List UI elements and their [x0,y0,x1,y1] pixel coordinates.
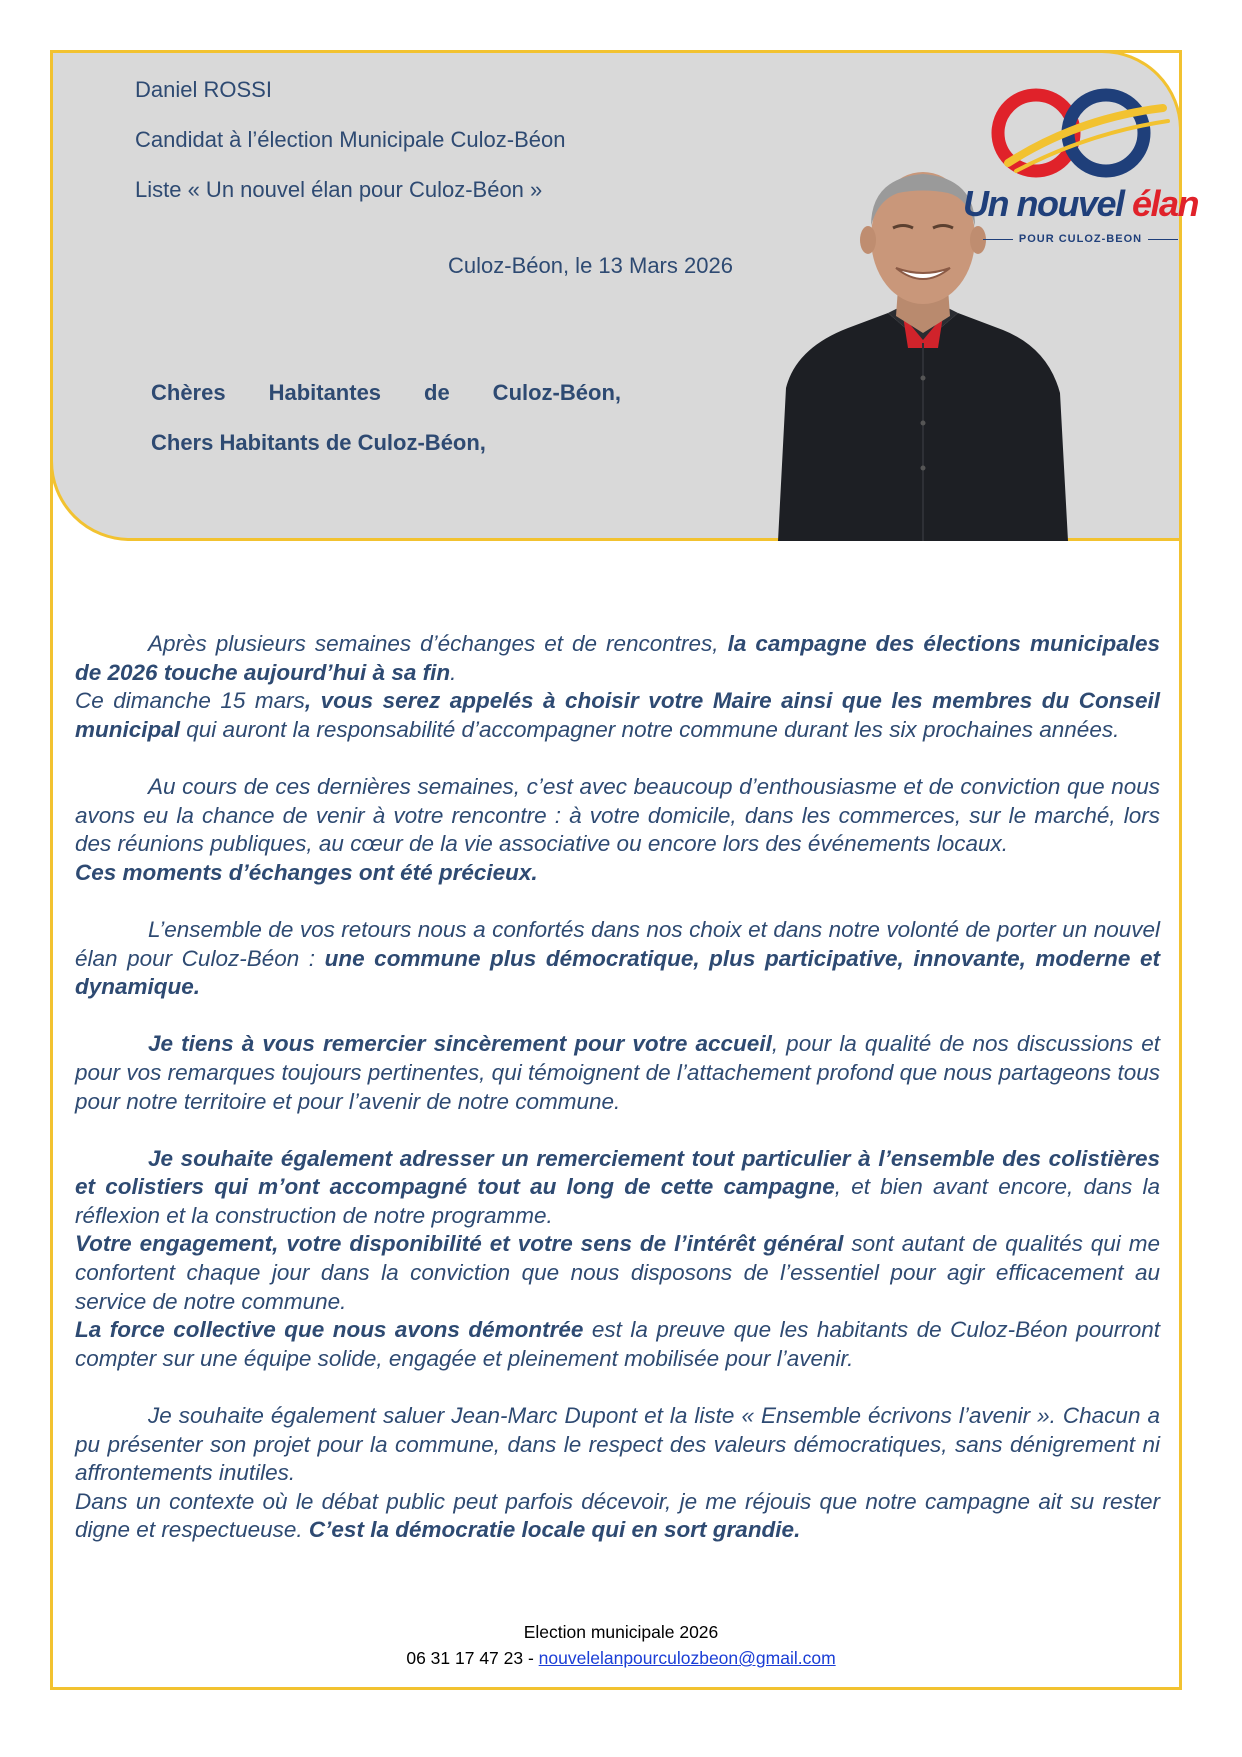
paragraph-4: Ces moments d’échanges ont été précieux. [75,859,538,885]
greeting-line-2: Chers Habitants de Culoz-Béon, [151,430,486,455]
sender-role: Candidat à l’élection Municipale Culoz-Béon [135,127,566,152]
sender-name: Daniel ROSSI [135,77,272,102]
letter-header [50,50,1199,541]
greeting-line-1: Chères Habitantes de Culoz-Béon, [151,380,621,405]
footer-title: Election municipale 2026 [523,1622,719,1642]
email-link[interactable]: nouvelelanpourculozbeon@gmail.com [538,1648,836,1668]
letter-body [75,630,1160,1545]
paragraph-9: La force collective que nous avons démontrée est la preuve que les habitants de Culoz-Béon pourront compter sur une équipe solide, engagée et pleinement mobilisée pour l’avenir. [75,1317,1160,1371]
paragraph-6: Je tiens à vous remercier sincèrement pour votre accueil, pour la qualité de nos discussions et pour vos remarques toujours pertinentes, qui témoignent de l’attachement profond que nous partageons tous pour notre territoire et pour l’avenir de notre commune. [75,1031,1160,1114]
rings-logo-icon [958,83,1203,183]
campaign-logo [958,83,1203,273]
paragraph-8: Votre engagement, votre disponibilité et votre sens de l’intérêt général sont autant de qualités qui me confortent chaque jour dans la conviction que nous disposons de l’essentiel pour agir efficacement au service de notre commune. [75,1231,1161,1314]
paragraph-1: Après plusieurs semaines d’échanges et de rencontres, la campagne des élections municipales de 2026 touche aujourd’hui à sa fin. [75,631,1160,685]
logo-wordmark: Un nouvel élan [962,183,1199,224]
logo-subtitle: POUR CULOZ-BEON [958,233,1203,245]
paragraph-7: Je souhaite également adresser un remerciement tout particulier à l’ensemble des colistières et colistiers qui m’ont accompagné tout au long de cette campagne, et bien avant encore, dans la réflexion et la construction de notre programme. [75,1145,1160,1228]
paragraph-3: Au cours de ces dernières semaines, c’est avec beaucoup d’enthousiasme et de conviction que nous avons eu la chance de venir à votre rencontre : à votre domicile, dans les commerces, sur le marché, lors des réunions publiques, au cœur de la vie associative ou encore lors des événements locaux. [75,773,1160,857]
paragraph-2: Ce dimanche 15 mars, vous serez appelés à choisir votre Maire ainsi que les membres du Conseil municipal qui auront la responsabilité d’accompagner notre commune durant les six prochaines années. [75,688,1161,742]
footer-phone: 06 31 17 47 23 - [406,1648,539,1668]
paragraph-5: L’ensemble de vos retours nous a confortés dans nos choix et dans notre volonté de porter un nouvel élan pour Culoz-Béon : une commune plus démocratique, plus participative, innovante, moderne et dynamique. [75,916,1160,1000]
letter-date: Culoz-Béon, le 13 Mars 2026 [448,253,733,278]
footer-contact [0,1648,1242,1669]
sender-list: Liste « Un nouvel élan pour Culoz-Béon » [135,177,543,202]
paragraph-10: Je souhaite également saluer Jean-Marc Dupont et la liste « Ensemble écrivons l’avenir ». Chacun a pu présenter son projet pour la commune, dans le respect des valeurs démocratiques, sans dénigrement ni affrontements inutiles. [75,1403,1160,1486]
paragraph-11: Dans un contexte où le débat public peut parfois décevoir, je me réjouis que notre campagne ait su rester digne et respectueuse. C’est la démocratie locale qui en sort grandie. [75,1488,1160,1543]
